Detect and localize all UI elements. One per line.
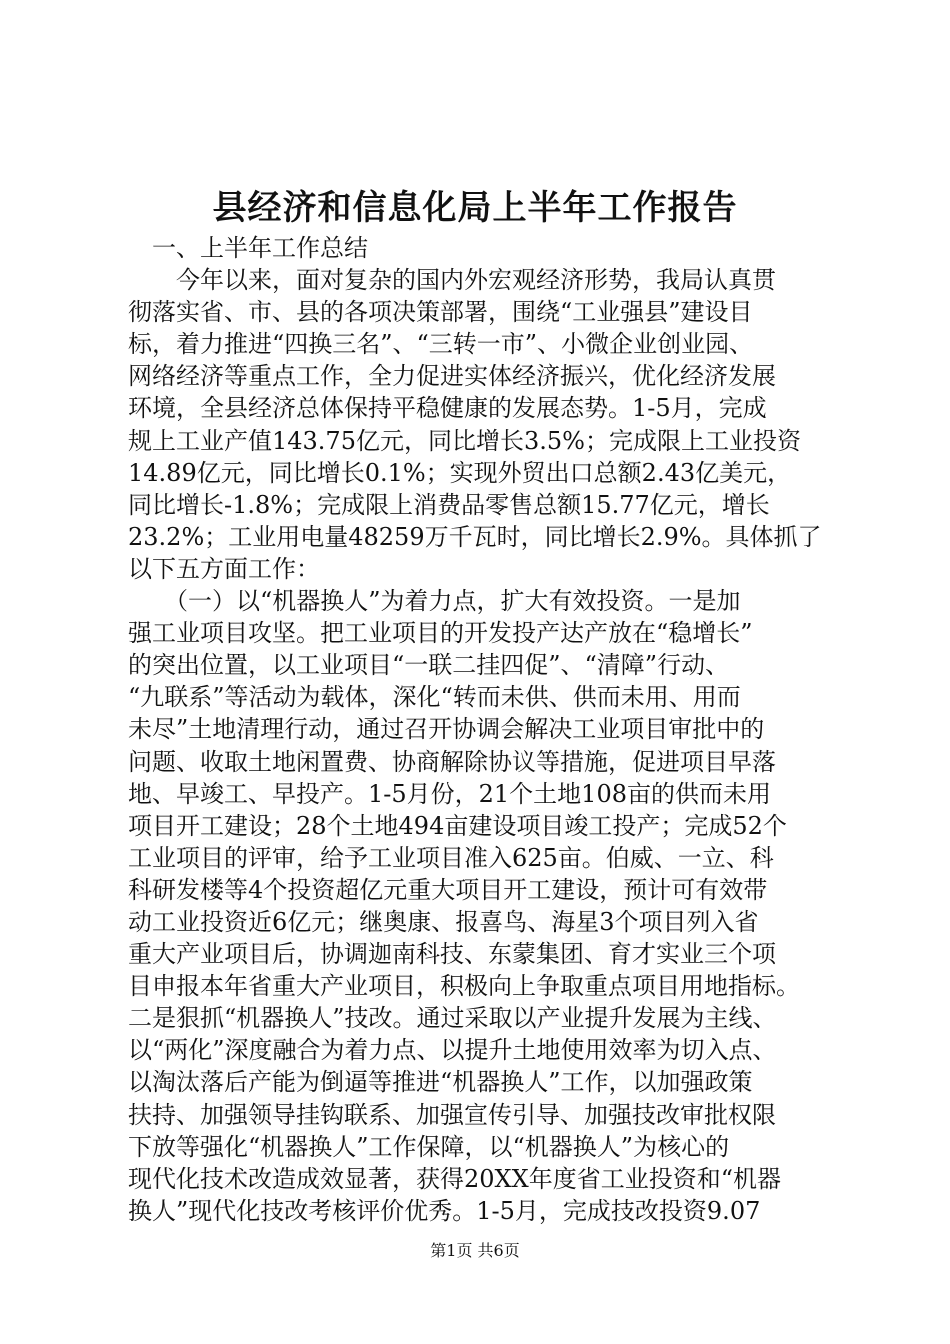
text-line: 彻落实省、市、县的各项决策部署，围绕“工业强县”建设目 [128,298,753,327]
text-line: 强工业项目攻坚。把工业项目的开发投产达产放在“稳增长” [128,619,753,648]
text-line: 今年以来，面对复杂的国内外宏观经济形势，我局认真贯 [128,266,776,295]
text-line: 以淘汰落后产能为倒逼等推进“机器换人”工作，以加强政策 [128,1068,753,1097]
text-line: （一）以“机器换人”为着力点，扩大有效投资。一是加 [128,587,741,616]
text-line: 现代化技术改造成效显著，获得20XX年度省工业投资和“机器 [128,1164,781,1193]
text-line: 以“两化”深度融合为着力点、以提升土地使用效率为切入点、 [128,1036,777,1065]
text-line: 下放等强化“机器换人”工作保障，以“机器换人”为核心的 [128,1132,730,1161]
text-line: 的突出位置，以工业项目“一联二挂四促”、“清障”行动、 [128,651,730,680]
text-line: 地、早竣工、早投产。1-5月份，21个土地108亩的供而未用 [128,779,771,808]
text-line: 未尽”土地清理行动，通过召开协调会解决工业项目审批中的 [128,715,765,744]
text-line: 问题、收取土地闲置费、协商解除协议等措施，促进项目早落 [128,747,776,776]
text-line: 目申报本年省重大产业项目，积极向上争取重点项目用地指标。 [128,972,800,1001]
text-line: 标，着力推进“四换三名”、“三转一市”、小微企业创业园、 [128,330,754,359]
text-line: 14.89亿元，同比增长0.1%；实现外贸出口总额2.43亿美元， [128,458,792,487]
text-line: 规上工业产值143.75亿元，同比增长3.5%；完成限上工业投资 [128,426,801,455]
text-line: 同比增长-1.8%；完成限上消费品零售总额15.77亿元，增长 [128,490,770,519]
text-line: 换人”现代化技改考核评价优秀。1-5月，完成技改投资9.07 [128,1196,761,1225]
text-line: 科研发楼等4个投资超亿元重大项目开工建设，预计可有效带 [128,875,768,904]
text-line: 以下五方面工作： [128,554,320,583]
text-line: 23.2%；工业用电量48259万千瓦时，同比增长2.9%。具体抓了 [128,522,822,551]
text-line: 环境，全县经济总体保持平稳健康的发展态势。1-5月，完成 [128,394,767,423]
text-line: 网络经济等重点工作，全力促进实体经济振兴，优化经济发展 [128,362,776,391]
document-body [128,232,848,1227]
text-line: 重大产业项目后，协调迦南科技、东蒙集团、育才实业三个项 [128,940,776,969]
page-footer: 第1页 共6页 [430,1241,520,1260]
text-line: 动工业投资近6亿元；继奥康、报喜鸟、海星3个项目列入省 [128,907,759,936]
text-line: 扶持、加强领导挂钩联系、加强宣传引导、加强技改审批权限 [128,1100,776,1129]
text-line: 二是狠抓“机器换人”技改。通过采取以产业提升发展为主线、 [128,1004,777,1033]
text-line: 一、上半年工作总结 [128,234,368,262]
text-line: 工业项目的评审，给予工业项目准入625亩。伯威、一立、科 [128,843,774,872]
text-line: “九联系”等活动为载体，深化“转而未供、供而未用、用而 [128,683,741,712]
text-line: 项目开工建设；28个土地494亩建设项目竣工投产；完成52个 [128,811,787,840]
document-title: 县经济和信息化局上半年工作报告 [212,188,738,228]
